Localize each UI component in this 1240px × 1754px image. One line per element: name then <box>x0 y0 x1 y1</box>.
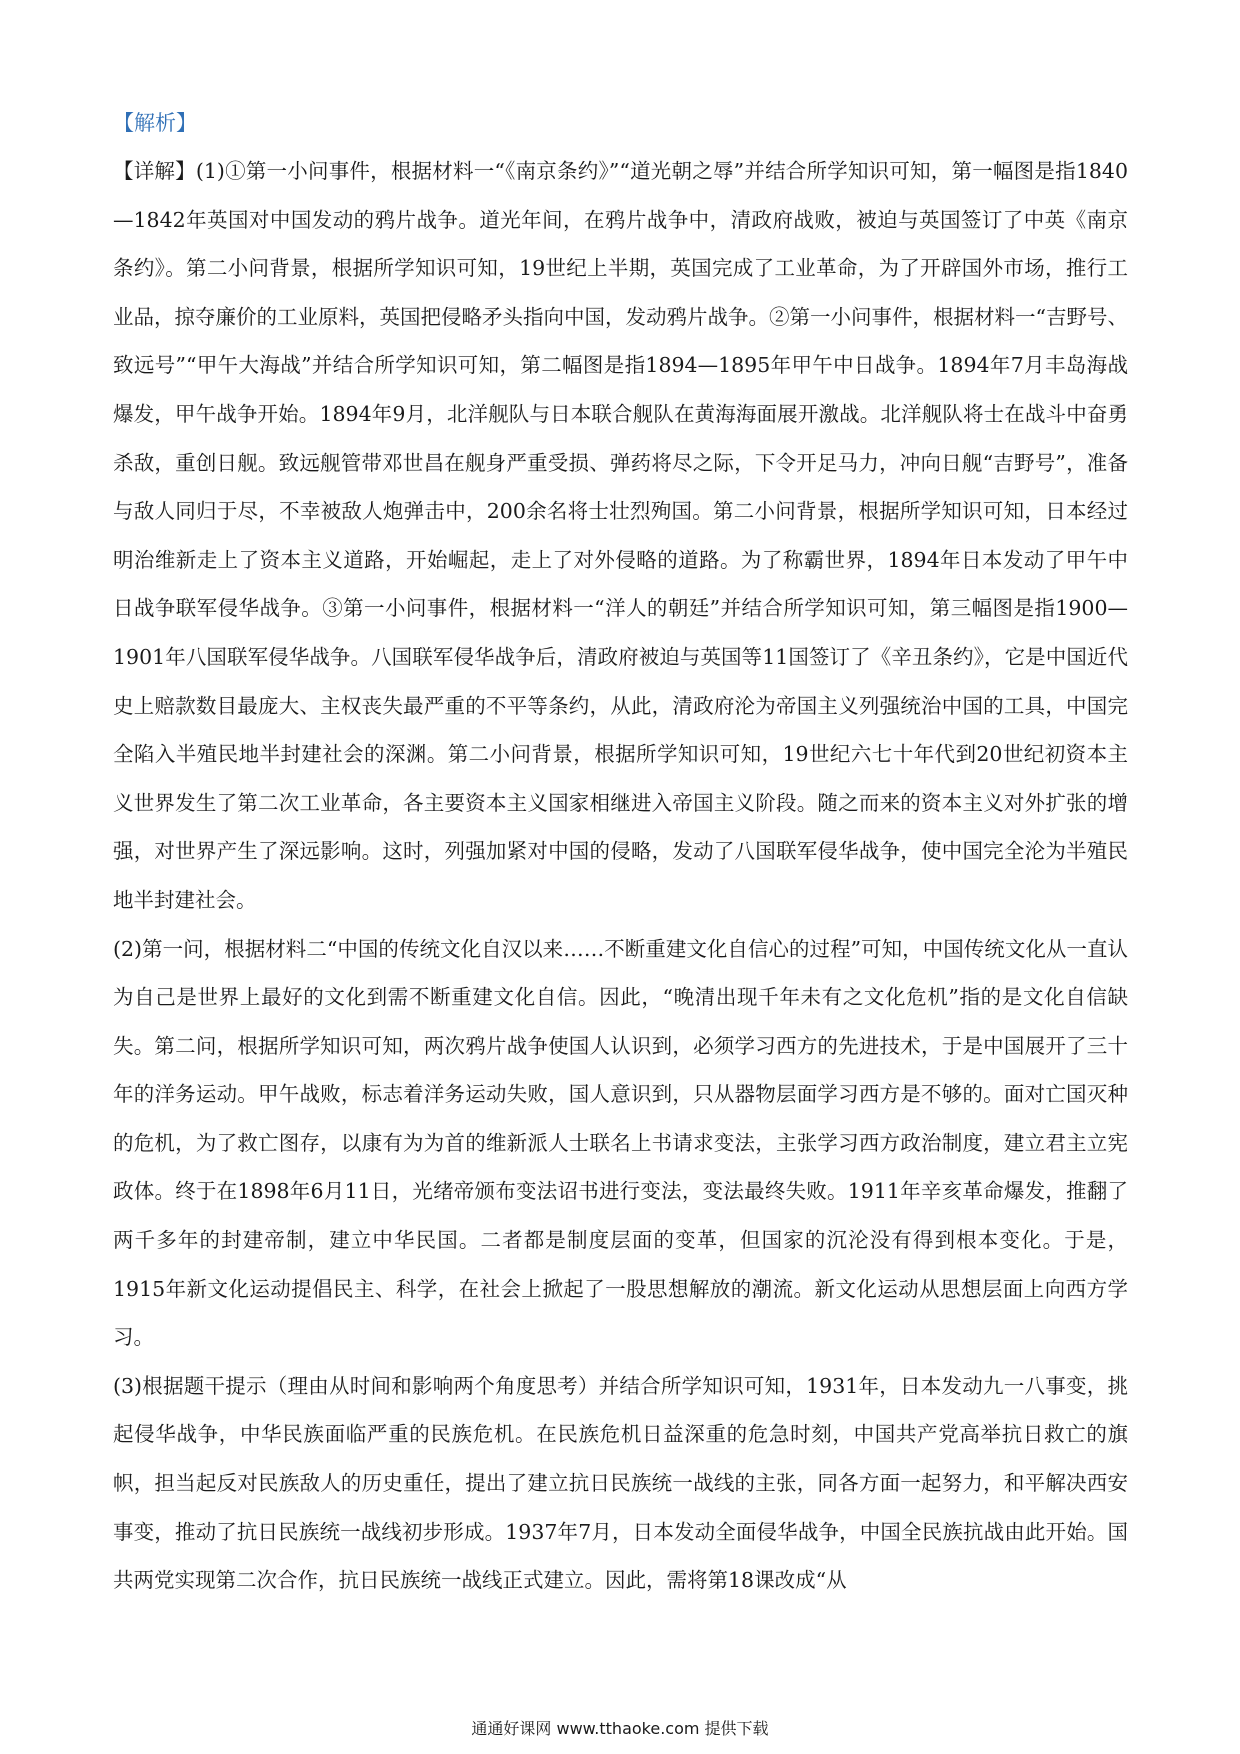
page-footer: 通通好课网 www.tthaoke.com 提供下载 <box>471 1719 769 1738</box>
answer-paragraph-1: 【详解】(1)①第一小问事件，根据材料一“《南京条约》”“道光朝之辱”并结合所学知识可知，第一幅图是指1840—1842年英国对中国发动的鸦片战争。道光年间，在鸦片战争中，清政府战败，被迫与英国签订了中英《南京条约》。第二小问背景，根据所学知识可知，19世纪上半期，英国完成了工业革命，为了开辟国外市场，推行工业品，掠夺廉价的工业原料，英国把侵略矛头指向中国，发动鸦片战争。②第一小问事件，根据材料一“吉野号、致远号”“甲午大海战”并结合所学知识可知，第二幅图是指1894—1895年甲午中日战争。1894年7月丰岛海战爆发，甲午战争开始。1894年9月，北洋舰队与日本联合舰队在黄海海面展开激战。北洋舰队将士在战斗中奋勇杀敌，重创日舰。致远舰管带邓世昌在舰身严重受损、弹药将尽之际，下令开足马力，冲向日舰“吉野号”，准备与敌人同归于尽，不幸被敌人炮弹击中，200余名将士壮烈殉国。第二小问背景，根据所学知识可知，日本经过明治维新走上了资本主义道路，开始崛起，走上了对外侵略的道路。为了称霸世界，1894年日本发动了甲午中日战争联军侵华战争。③第一小问事件，根据材料一“洋人的朝廷”并结合所学知识可知，第三幅图是指1900—1901年八国联军侵华战争。八国联军侵华战争后，清政府被迫与英国等11国签订了《辛丑条约》，它是中国近代史上赔款数目最庞大、主权丧失最严重的不平等条约，从此，清政府沦为帝国主义列强统治中国的工具，中国完全陷入半殖民地半封建社会的深渊。第二小问背景，根据所学知识可知，19世纪六七十年代到20世纪初资本主义世界发生了第二次工业革命，各主要资本主义国家相继进入帝国主义阶段。随之而来的资本主义对外扩张的增强，对世界产生了深远影响。这时，列强加紧对中国的侵略，发动了八国联军侵华战争，使中国完全沦为半殖民地半封建社会。 <box>113 159 1128 912</box>
section-heading: 【解析】 <box>113 111 197 135</box>
document-body <box>113 100 1128 1605</box>
answer-paragraph-3: (3)根据题干提示（理由从时间和影响两个角度思考）并结合所学知识可知，1931年，日本发动九一八事变，挑起侵华战争，中华民族面临严重的民族危机。在民族危机日益深重的危急时刻，中国共产党高举抗日救亡的旗帜，担当起反对民族敌人的历史重任，提出了建立抗日民族统一战线的主张，同各方面一起努力，和平解决西安事变，推动了抗日民族统一战线初步形成。1937年7月，日本发动全面侵华战争，中国全民族抗战由此开始。国共两党实现第二次合作，抗日民族统一战线正式建立。因此，需将第18课改成“从 <box>113 1373 1128 1593</box>
answer-paragraph-2: (2)第一问，根据材料二“中国的传统文化自汉以来……不断重建文化自信心的过程”可知，中国传统文化从一直认为自己是世界上最好的文化到需不断重建文化自信。因此，“晚清出现千年未有之文化危机”指的是文化自信缺失。第二问，根据所学知识可知，两次鸦片战争使国人认识到，必须学习西方的先进技术，于是中国展开了三十年的洋务运动。甲午战败，标志着洋务运动失败，国人意识到，只从器物层面学习西方是不够的。面对亡国灭种的危机，为了救亡图存，以康有为为首的维新派人士联名上书请求变法，主张学习西方政治制度，建立君主立宪政体。终于在1898年6月11日，光绪帝颁布变法诏书进行变法，变法最终失败。1911年辛亥革命爆发，推翻了两千多年的封建帝制，建立中华民国。二者都是制度层面的变革，但国家的沉沦没有得到根本变化。于是，1915年新文化运动提倡民主、科学，在社会上掀起了一股思想解放的潮流。新文化运动从思想层面上向西方学习。 <box>113 936 1128 1350</box>
